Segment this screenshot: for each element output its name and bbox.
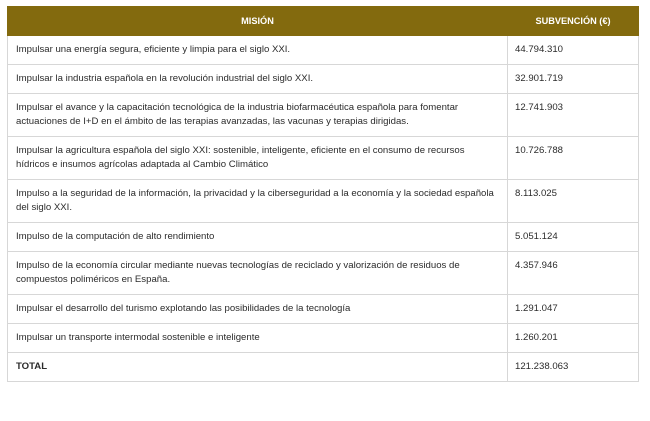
mision-cell: Impulso a la seguridad de la información, la privacidad y la ciberseguridad a la economía y la sociedad española del siglo XXI. — [8, 180, 508, 223]
total-label: TOTAL — [8, 353, 508, 382]
total-row — [8, 353, 639, 382]
header-subvencion: SUBVENCIÓN (€) — [508, 7, 639, 36]
subvencion-cell: 1.291.047 — [508, 295, 639, 324]
header-mision: MISIÓN — [8, 7, 508, 36]
mision-cell: Impulsar el avance y la capacitación tecnológica de la industria biofarmacéutica española para fomentar actuaciones de I+D en el ámbito de las terapias avanzadas, las vacunas y terapias dirigidas. — [8, 94, 508, 137]
table-row — [8, 324, 639, 353]
subvencion-cell: 10.726.788 — [508, 137, 639, 180]
table-header-row — [8, 7, 639, 36]
table-row — [8, 295, 639, 324]
mision-cell: Impulsar una energía segura, eficiente y limpia para el siglo XXI. — [8, 36, 508, 65]
total-value: 121.238.063 — [508, 353, 639, 382]
mision-cell: Impulso de la economía circular mediante nuevas tecnologías de reciclado y valorización de residuos de compuestos poliméricos en España. — [8, 252, 508, 295]
table-row — [8, 94, 639, 137]
table-row — [8, 252, 639, 295]
table-row — [8, 65, 639, 94]
subvencion-cell: 8.113.025 — [508, 180, 639, 223]
subvencion-cell: 5.051.124 — [508, 223, 639, 252]
table-row — [8, 180, 639, 223]
mision-cell: Impulsar el desarrollo del turismo explotando las posibilidades de la tecnología — [8, 295, 508, 324]
mision-cell: Impulso de la computación de alto rendimiento — [8, 223, 508, 252]
table-row — [8, 36, 639, 65]
subvencion-cell: 12.741.903 — [508, 94, 639, 137]
mision-cell: Impulsar la industria española en la revolución industrial del siglo XXI. — [8, 65, 508, 94]
subvencion-cell: 4.357.946 — [508, 252, 639, 295]
mision-cell: Impulsar la agricultura española del siglo XXI: sostenible, inteligente, eficiente en el consumo de recursos hídricos e insumos agrícolas adaptada al Cambio Climático — [8, 137, 508, 180]
subvencion-cell: 44.794.310 — [508, 36, 639, 65]
table-row — [8, 223, 639, 252]
subsidy-table — [7, 6, 639, 382]
table-row — [8, 137, 639, 180]
subvencion-cell: 1.260.201 — [508, 324, 639, 353]
subvencion-cell: 32.901.719 — [508, 65, 639, 94]
mision-cell: Impulsar un transporte intermodal sostenible e inteligente — [8, 324, 508, 353]
